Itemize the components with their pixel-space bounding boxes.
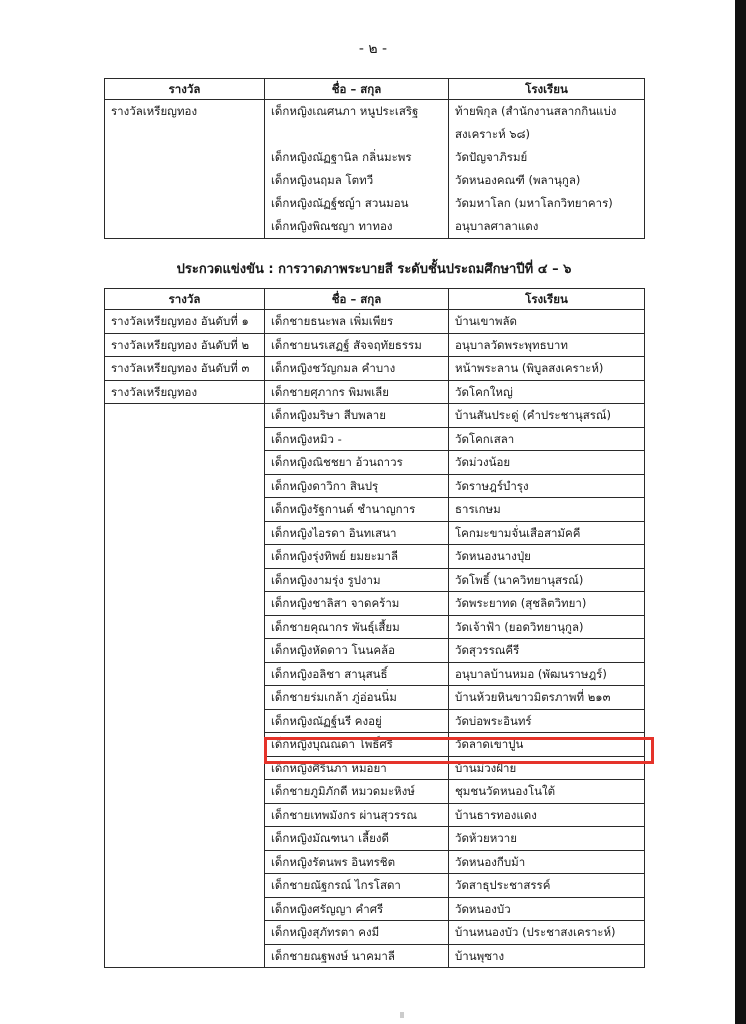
award-table-2 <box>104 288 645 968</box>
table-row <box>105 192 645 215</box>
header-prize: รางวัล <box>105 79 265 100</box>
prize-cell <box>105 474 265 498</box>
name-cell: เด็กหญิงพิณชญา ทาทอง <box>265 215 449 239</box>
name-cell: เด็กหญิงหมิว - <box>265 427 449 451</box>
name-cell: เด็กชายศุภากร พิมพเลีย <box>265 380 449 404</box>
table-row <box>105 662 645 686</box>
prize-cell: รางวัลเหรียญทอง <box>105 380 265 404</box>
school-cell: วัดหนองกีบม้า <box>449 850 645 874</box>
name-cell: เด็กชายณฐพงษ์ นาคมาลี <box>265 944 449 968</box>
school-cell: วัดสาธุประชาสรรค์ <box>449 874 645 898</box>
name-cell: เด็กหญิงศิรินภา หมอยา <box>265 756 449 780</box>
name-cell: เด็กหญิงชาลิสา จาดคร้าม <box>265 592 449 616</box>
school-cell: อนุบาลศาลาแดง <box>449 215 645 239</box>
table-row <box>105 545 645 569</box>
table-row <box>105 803 645 827</box>
award-table-1 <box>104 78 645 239</box>
name-cell: เด็กชายธนะพล เพิ่มเพียร <box>265 310 449 334</box>
prize-cell <box>105 639 265 663</box>
table-row <box>105 404 645 428</box>
table-row <box>105 215 645 239</box>
table-row <box>105 100 645 147</box>
table-row <box>105 780 645 804</box>
name-cell: เด็กชายณัฐกรณ์ ไกรโสดา <box>265 874 449 898</box>
scan-edge <box>735 0 746 1024</box>
name-cell: เด็กหญิงนฤมล โตทวี <box>265 169 449 192</box>
table-row <box>105 427 645 451</box>
prize-cell <box>105 568 265 592</box>
prize-cell: รางวัลเหรียญทอง อันดับที่ ๒ <box>105 333 265 357</box>
table-row <box>105 380 645 404</box>
table-row <box>105 333 645 357</box>
school-cell: วัดห้วยหวาย <box>449 827 645 851</box>
school-cell: วัดโคกเสลา <box>449 427 645 451</box>
name-cell: เด็กหญิงบุณณดา โพธิ์ศรี <box>265 733 449 757</box>
school-cell: วัดลาดเขาปูน <box>449 733 645 757</box>
table-row <box>105 639 645 663</box>
prize-cell <box>105 756 265 780</box>
school-cell: อนุบาลบ้านหมอ (พัฒนราษฎร์) <box>449 662 645 686</box>
page-number: - ๒ - <box>358 41 388 57</box>
school-cell: วัดเจ้าฟ้า (ยอดวิทยานุกูล) <box>449 615 645 639</box>
school-cell: อนุบาลวัดพระพุทธบาท <box>449 333 645 357</box>
school-cell: วัดหนองนางปุ่ย <box>449 545 645 569</box>
table-row <box>105 357 645 381</box>
prize-cell <box>105 686 265 710</box>
table-row <box>105 897 645 921</box>
prize-cell <box>105 897 265 921</box>
prize-cell <box>105 427 265 451</box>
school-cell: บ้านเขาพลัด <box>449 310 645 334</box>
school-cell: วัดสุวรรณคีรี <box>449 639 645 663</box>
prize-cell: รางวัลเหรียญทอง อันดับที่ ๑ <box>105 310 265 334</box>
prize-cell <box>105 192 265 215</box>
prize-cell <box>105 615 265 639</box>
prize-cell <box>105 404 265 428</box>
name-cell: เด็กหญิงงามรุ่ง รูปงาม <box>265 568 449 592</box>
table-row <box>105 474 645 498</box>
prize-cell <box>105 944 265 968</box>
prize-cell <box>105 169 265 192</box>
table-row <box>105 451 645 475</box>
school-cell: บ้านพุซาง <box>449 944 645 968</box>
prize-cell <box>105 827 265 851</box>
prize-cell <box>105 709 265 733</box>
prize-cell <box>105 592 265 616</box>
prize-cell <box>105 146 265 169</box>
name-cell: เด็กชายภูมิภักดี หมวดมะหิงษ์ <box>265 780 449 804</box>
table-row <box>105 310 645 334</box>
name-cell: เด็กหญิงมัณฑนา เลี้ยงดี <box>265 827 449 851</box>
school-cell: วัดม่วงน้อย <box>449 451 645 475</box>
section-title: ประกวดแข่งขัน : การวาดภาพระบายสี ระดับชั้นประถมศึกษาปีที่ ๔ – ๖ <box>176 262 572 277</box>
school-cell: วัดหนองคณฑี (พลานุกูล) <box>449 169 645 192</box>
prize-cell <box>105 733 265 757</box>
prize-cell <box>105 803 265 827</box>
prize-cell <box>105 780 265 804</box>
table-row <box>105 850 645 874</box>
name-cell: เด็กหญิงรัตนพร อินทรชิต <box>265 850 449 874</box>
header-prize: รางวัล <box>105 289 265 310</box>
table-row <box>105 827 645 851</box>
name-cell: เด็กหญิงมริษา สีบพลาย <box>265 404 449 428</box>
name-cell: เด็กหญิงหัดดาว โนนคล้อ <box>265 639 449 663</box>
school-cell: วัดโพธิ์ (นาควิทยานุสรณ์) <box>449 568 645 592</box>
name-cell: เด็กชายคุณากร พันธุ์เสี้ยม <box>265 615 449 639</box>
school-cell: วัดปัญจาภิรมย์ <box>449 146 645 169</box>
header-name: ชื่อ – สกุล <box>265 289 449 310</box>
table-row <box>105 874 645 898</box>
school-cell: ท้ายพิกุล (สำนักงานสลากกินแบ่งสงเคราะห์ ๖๘) <box>449 100 645 147</box>
school-cell: โคกมะขามจั่นเสือสามัคคี <box>449 521 645 545</box>
table-row <box>105 921 645 945</box>
name-cell: เด็กหญิงไอรดา อินทเสนา <box>265 521 449 545</box>
name-cell: เด็กหญิงณัฏฐ์นรี คงอยู่ <box>265 709 449 733</box>
prize-cell <box>105 451 265 475</box>
table-row <box>105 146 645 169</box>
name-cell: เด็กหญิงสุภัทรตา คงมี <box>265 921 449 945</box>
name-cell: เด็กหญิงณิชชยา อ้วนถาวร <box>265 451 449 475</box>
school-cell: บ้านหนองบัว (ประชาสงเคราะห์) <box>449 921 645 945</box>
table-row <box>105 169 645 192</box>
name-cell: เด็กหญิงรัฐกานต์ ชำนาญการ <box>265 498 449 522</box>
header-school: โรงเรียน <box>449 289 645 310</box>
table-row <box>105 709 645 733</box>
table-row <box>105 615 645 639</box>
name-cell: เด็กหญิงณัฏฐ์ชญ์า สวนมอน <box>265 192 449 215</box>
prize-cell <box>105 662 265 686</box>
school-cell: ชุมชนวัดหนองโนใต้ <box>449 780 645 804</box>
table-row <box>105 498 645 522</box>
table-row <box>105 568 645 592</box>
name-cell: เด็กหญิงเณศนภา หนูประเสริฐ <box>265 100 449 147</box>
school-cell: วัดหนองบัว <box>449 897 645 921</box>
prize-cell <box>105 498 265 522</box>
prize-cell <box>105 215 265 239</box>
prize-cell <box>105 921 265 945</box>
school-cell: หน้าพระลาน (พิบูลสงเคราะห์) <box>449 357 645 381</box>
school-cell: บ้านสันประดู่ (คำประชานุสรณ์) <box>449 404 645 428</box>
school-cell: บ้านห้วยหินขาวมิตรภาพที่ ๒๑๓ <box>449 686 645 710</box>
school-cell: บ้านธารทองแดง <box>449 803 645 827</box>
name-cell: เด็กหญิงชวัญกมล คำบาง <box>265 357 449 381</box>
prize-cell <box>105 521 265 545</box>
school-cell: วัดมหาโลก (มหาโลกวิทยาคาร) <box>449 192 645 215</box>
school-cell: วัดโคกใหญ่ <box>449 380 645 404</box>
prize-cell <box>105 545 265 569</box>
table-row <box>105 944 645 968</box>
school-cell: ธารเกษม <box>449 498 645 522</box>
name-cell: เด็กชายเทพมังกร ผ่านสุวรรณ <box>265 803 449 827</box>
name-cell: เด็กหญิงรุ่งทิพย์ ยมยะมาลี <box>265 545 449 569</box>
name-cell: เด็กหญิงศรัญญา คำศรี <box>265 897 449 921</box>
header-name: ชื่อ – สกุล <box>265 79 449 100</box>
name-cell: เด็กหญิงดาวิกา สินปรุ <box>265 474 449 498</box>
prize-cell <box>105 850 265 874</box>
header-school: โรงเรียน <box>449 79 645 100</box>
name-cell: เด็กหญิงอลิชา สานุสนธิ์ <box>265 662 449 686</box>
school-cell: วัดพระยาทด (สุชลิตวิทยา) <box>449 592 645 616</box>
name-cell: เด็กชายนรเสฏฐ์ สัจจฤทัยธรรม <box>265 333 449 357</box>
highlight-box <box>264 737 654 764</box>
name-cell: เด็กหญิงณัฏฐานิล กลิ่นมะพร <box>265 146 449 169</box>
table-row <box>105 592 645 616</box>
table-row <box>105 686 645 710</box>
prize-cell: รางวัลเหรียญทอง อันดับที่ ๓ <box>105 357 265 381</box>
school-cell: บ้านม่วงฝ้าย <box>449 756 645 780</box>
school-cell: วัดราษฎร์บำรุง <box>449 474 645 498</box>
scan-speck <box>400 1012 404 1018</box>
prize-cell: รางวัลเหรียญทอง <box>105 100 265 147</box>
name-cell: เด็กชายร่มเกล้า ภู่อ่อนนิ่ม <box>265 686 449 710</box>
prize-cell <box>105 874 265 898</box>
table-row <box>105 521 645 545</box>
school-cell: วัดบ่อพระอินทร์ <box>449 709 645 733</box>
